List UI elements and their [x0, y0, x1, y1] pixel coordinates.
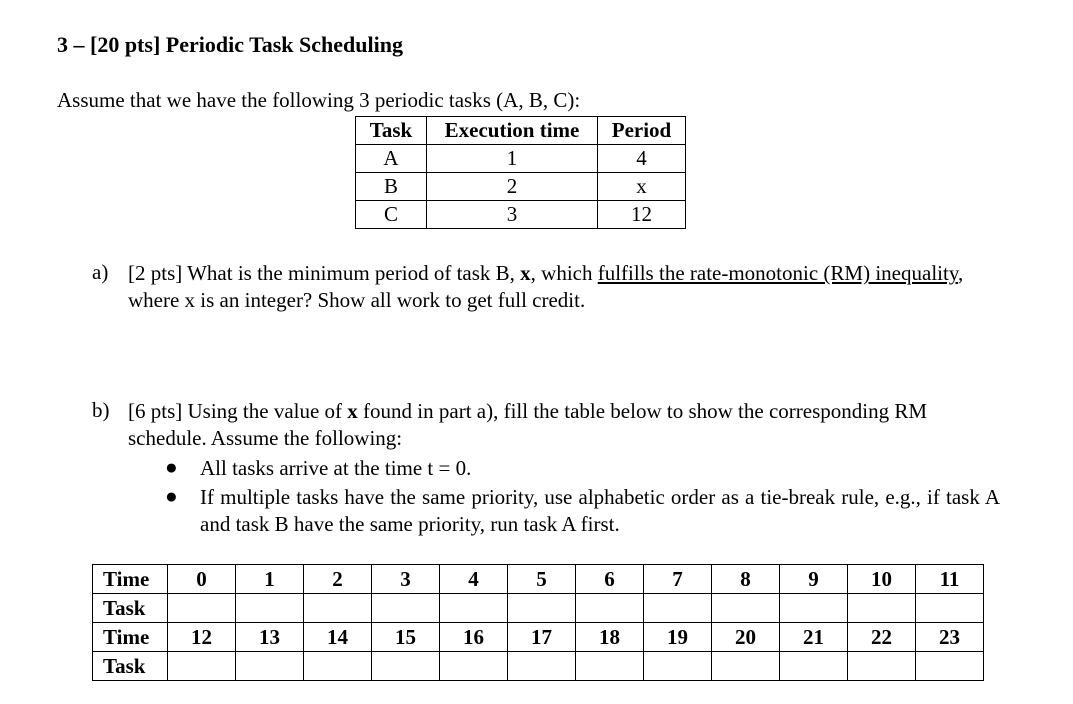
time-cell: 20 [712, 623, 780, 652]
task-table [355, 116, 686, 229]
schedule-table [92, 564, 984, 681]
task-name: C [356, 201, 427, 229]
bullet-text: If multiple tasks have the same priority, use alphabetic order as a tie-break rule, e.g., if task A and task B have the same priority, run task A first. [200, 485, 1000, 536]
task-exec-time: 2 [427, 173, 598, 201]
time-cell: 17 [508, 623, 576, 652]
task-fill-cell[interactable] [712, 652, 780, 681]
time-cell: 14 [304, 623, 372, 652]
time-cell: 19 [644, 623, 712, 652]
part-a-underlined: fulfills the rate-monotonic (RM) inequality [597, 261, 958, 285]
task-fill-cell[interactable] [304, 594, 372, 623]
task-table-header [356, 117, 686, 145]
task-row [356, 145, 686, 173]
task-fill-cell[interactable] [916, 652, 984, 681]
part-a-label: a) [92, 260, 109, 284]
task-fill-cell[interactable] [644, 652, 712, 681]
time-cell: 9 [780, 565, 848, 594]
time-cell: 10 [848, 565, 916, 594]
task-fill-cell[interactable] [848, 594, 916, 623]
task-period: 12 [598, 201, 686, 229]
task-fill-cell[interactable] [168, 594, 236, 623]
task-fill-cell[interactable] [848, 652, 916, 681]
time-cell: 8 [712, 565, 780, 594]
intro-text: Assume that we have the following 3 periodic tasks (A, B, C): [57, 88, 581, 112]
part-a-variable: x [520, 261, 531, 285]
part-b-post: found in part a), fill the table below to show the corresponding RM schedule. Assume the following: [128, 399, 928, 450]
task-fill-cell[interactable] [372, 652, 440, 681]
task-fill-cell[interactable] [780, 652, 848, 681]
time-cell: 18 [576, 623, 644, 652]
time-cell: 15 [372, 623, 440, 652]
task-fill-cell[interactable] [780, 594, 848, 623]
time-cell: 12 [168, 623, 236, 652]
task-fill-cell[interactable] [440, 594, 508, 623]
question-heading: 3 – [20 pts] Periodic Task Scheduling [57, 32, 403, 57]
task-label: Task [93, 594, 168, 623]
time-cell: 13 [236, 623, 304, 652]
task-fill-cell[interactable] [372, 594, 440, 623]
part-b-pre: [6 pts] Using the value of [128, 399, 348, 423]
task-fill-cell[interactable] [644, 594, 712, 623]
time-cell: 2 [304, 565, 372, 594]
task-fill-cell[interactable] [304, 652, 372, 681]
schedule-task-row [93, 594, 984, 623]
task-label: Task [93, 652, 168, 681]
part-b-label: b) [92, 398, 110, 422]
time-cell: 7 [644, 565, 712, 594]
time-cell: 6 [576, 565, 644, 594]
bullet-icon: ● [165, 484, 178, 508]
task-exec-time: 3 [427, 201, 598, 229]
part-a-question [128, 260, 1008, 314]
task-fill-cell[interactable] [916, 594, 984, 623]
schedule-task-row [93, 652, 984, 681]
time-cell: 16 [440, 623, 508, 652]
task-fill-cell[interactable] [440, 652, 508, 681]
time-label: Time [93, 623, 168, 652]
time-cell: 5 [508, 565, 576, 594]
task-fill-cell[interactable] [168, 652, 236, 681]
bullet-icon: ● [165, 455, 178, 479]
schedule-time-row [93, 623, 984, 652]
task-exec-time: 1 [427, 145, 598, 173]
schedule-time-row [93, 565, 984, 594]
part-b-variable: x [347, 399, 358, 423]
task-fill-cell[interactable] [508, 652, 576, 681]
part-a-post: , where x is an integer? Show all work to get full credit. [128, 261, 964, 312]
bullet-text: All tasks arrive at the time t = 0. [200, 456, 472, 480]
header-task: Task [356, 117, 427, 145]
time-cell: 11 [916, 565, 984, 594]
time-cell: 23 [916, 623, 984, 652]
task-fill-cell[interactable] [576, 594, 644, 623]
task-fill-cell[interactable] [508, 594, 576, 623]
task-fill-cell[interactable] [236, 652, 304, 681]
time-cell: 22 [848, 623, 916, 652]
task-name: B [356, 173, 427, 201]
time-cell: 0 [168, 565, 236, 594]
task-row [356, 201, 686, 229]
task-row [356, 173, 686, 201]
task-fill-cell[interactable] [712, 594, 780, 623]
time-cell: 4 [440, 565, 508, 594]
time-cell: 3 [372, 565, 440, 594]
time-cell: 21 [780, 623, 848, 652]
time-label: Time [93, 565, 168, 594]
task-period: x [598, 173, 686, 201]
header-period: Period [598, 117, 686, 145]
part-a-pre: [2 pts] What is the minimum period of task B, [128, 261, 521, 285]
header-execution-time: Execution time [427, 117, 598, 145]
part-b-question [128, 398, 1008, 452]
task-fill-cell[interactable] [236, 594, 304, 623]
time-cell: 1 [236, 565, 304, 594]
task-name: A [356, 145, 427, 173]
part-a-mid: , which [530, 261, 598, 285]
task-fill-cell[interactable] [576, 652, 644, 681]
task-period: 4 [598, 145, 686, 173]
